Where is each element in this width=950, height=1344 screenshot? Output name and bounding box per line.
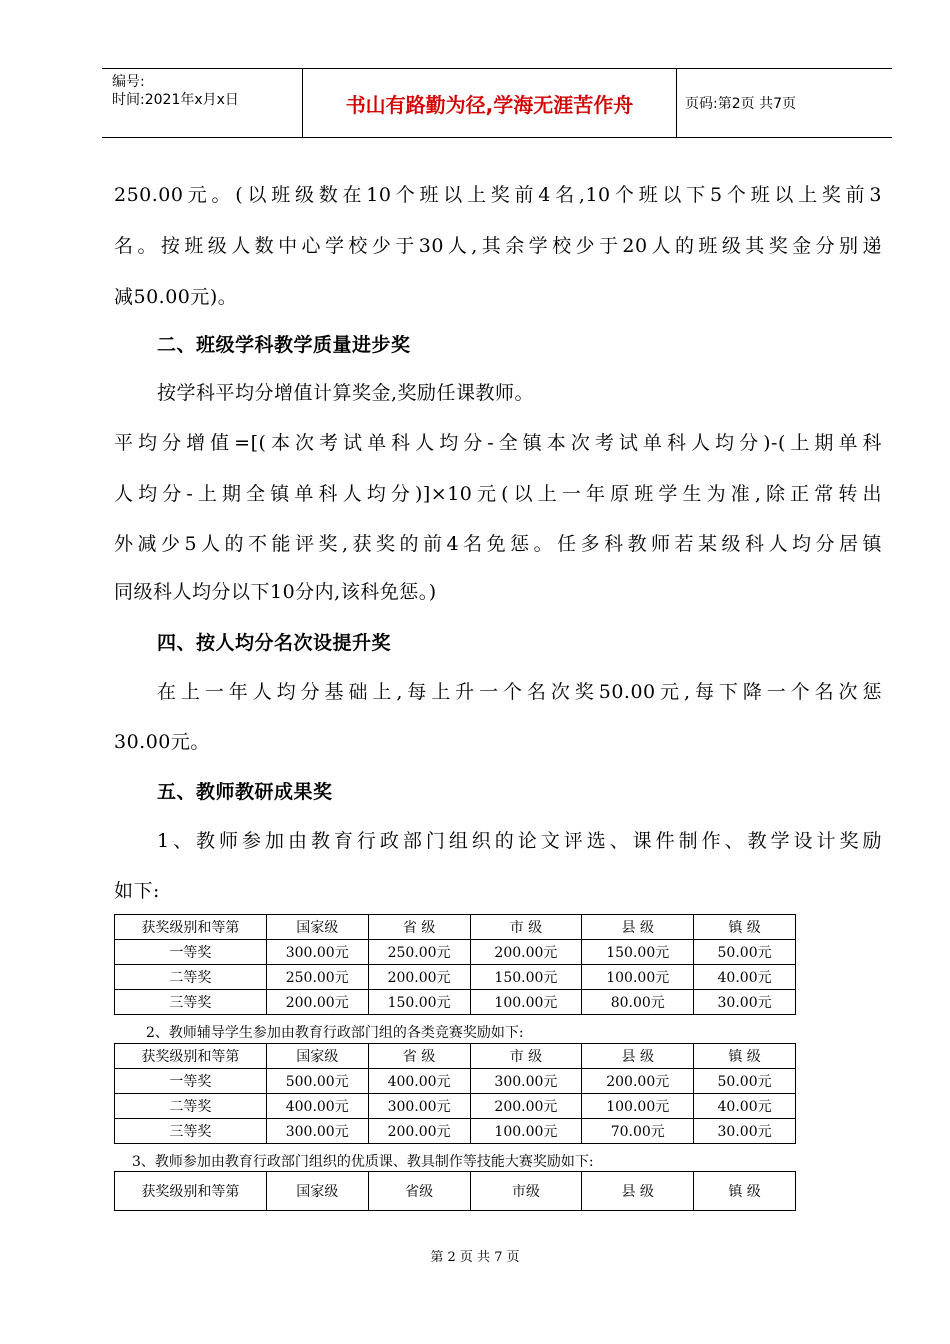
table-cell: 30.00元 xyxy=(694,990,796,1015)
table-cell: 100.00元 xyxy=(582,965,694,990)
number-label: 编号: xyxy=(112,74,145,90)
table-header-cell: 获奖级别和等第 xyxy=(115,1044,267,1069)
table-3-caption: 3、教师参加由教育行政部门组织的优质课、教具制作等技能大赛奖励如下: xyxy=(132,1154,594,1170)
paragraph-4-line-1: 在上一年人均分基础上,每上升一个名次奖50.00元,每下降一个名次惩 xyxy=(157,681,882,703)
table-cell: 三等奖 xyxy=(115,1119,267,1144)
table-cell: 300.00元 xyxy=(368,1094,470,1119)
table-header-cell: 省 级 xyxy=(368,915,470,940)
table-cell: 200.00元 xyxy=(368,965,470,990)
table-cell: 40.00元 xyxy=(694,1094,796,1119)
table-cell: 50.00元 xyxy=(694,1069,796,1094)
table-2-caption: 2、教师辅导学生参加由教育行政部门组的各类竞赛奖励如下: xyxy=(146,1025,524,1041)
paragraph-1-line-3: 减50.00元)。 xyxy=(114,286,238,308)
table-cell: 250.00元 xyxy=(266,965,368,990)
table-cell: 三等奖 xyxy=(115,990,267,1015)
table-cell: 50.00元 xyxy=(694,940,796,965)
table-row xyxy=(115,1069,796,1094)
table-row xyxy=(115,1094,796,1119)
paragraph-1-line-1: 250.00元。(以班级数在10个班以上奖前4名,10个班以下5个班以上奖前3 xyxy=(114,184,882,206)
table-cell: 一等奖 xyxy=(115,940,267,965)
table-cell: 100.00元 xyxy=(470,1119,582,1144)
table-cell: 80.00元 xyxy=(582,990,694,1015)
page-footer: 第 2 页 共 7 页 xyxy=(430,1250,520,1265)
table-header-cell: 国家级 xyxy=(266,1172,368,1211)
table-cell: 30.00元 xyxy=(694,1119,796,1144)
table-header-row xyxy=(115,1172,796,1211)
table-header-cell: 省级 xyxy=(368,1172,470,1211)
paragraph-3-line-2: 人均分-上期全镇单科人均分)]×10元(以上一年原班学生为准,除正常转出 xyxy=(114,483,882,505)
table-header-cell: 获奖级别和等第 xyxy=(115,1172,267,1211)
header-page-label: 页码:第2页 共7页 xyxy=(685,96,796,112)
table-cell: 400.00元 xyxy=(368,1069,470,1094)
table-header-cell: 市级 xyxy=(470,1172,582,1211)
table-cell: 300.00元 xyxy=(266,940,368,965)
table-header-row xyxy=(115,915,796,940)
table-cell: 300.00元 xyxy=(470,1069,582,1094)
table-cell: 300.00元 xyxy=(266,1119,368,1144)
table-row xyxy=(115,1119,796,1144)
table-cell: 200.00元 xyxy=(470,1094,582,1119)
paragraph-2: 按学科平均分增值计算奖金,奖励任课教师。 xyxy=(157,382,535,404)
table-row xyxy=(115,990,796,1015)
table-cell: 二等奖 xyxy=(115,1094,267,1119)
table-row xyxy=(115,965,796,990)
time-label: 时间:2021年x月x日 xyxy=(112,92,239,108)
table-cell: 一等奖 xyxy=(115,1069,267,1094)
paragraph-3-line-1: 平均分增值=[(本次考试单科人均分-全镇本次考试单科人均分)-(上期单科 xyxy=(114,432,882,454)
table-header-cell: 镇 级 xyxy=(694,1172,796,1211)
table-header-cell: 县 级 xyxy=(582,915,694,940)
table-header-cell: 镇 级 xyxy=(694,915,796,940)
table-cell: 200.00元 xyxy=(470,940,582,965)
table-header-cell: 县 级 xyxy=(582,1172,694,1211)
table-cell: 150.00元 xyxy=(368,990,470,1015)
paragraph-1-line-2: 名。按班级人数中心学校少于30人,其余学校少于20人的班级其奖金分别递 xyxy=(114,235,882,257)
section-heading-4: 四、按人均分名次设提升奖 xyxy=(157,632,392,654)
table-cell: 150.00元 xyxy=(470,965,582,990)
paragraph-4-line-2: 30.00元。 xyxy=(114,731,210,753)
table-cell: 100.00元 xyxy=(470,990,582,1015)
table-cell: 40.00元 xyxy=(694,965,796,990)
paragraph-5-line-1: 1、教师参加由教育行政部门组织的论文评选、课件制作、教学设计奖励 xyxy=(157,830,882,852)
table-header-cell: 市 级 xyxy=(470,915,582,940)
table-header-cell: 市 级 xyxy=(470,1044,582,1069)
table-header-cell: 国家级 xyxy=(266,915,368,940)
table-cell: 200.00元 xyxy=(582,1069,694,1094)
table-header-cell: 国家级 xyxy=(266,1044,368,1069)
table-header-cell: 获奖级别和等第 xyxy=(115,915,267,940)
table-row xyxy=(115,940,796,965)
table-header-cell: 省 级 xyxy=(368,1044,470,1069)
table-header-cell: 县 级 xyxy=(582,1044,694,1069)
award-table-1 xyxy=(114,914,796,1015)
table-cell: 200.00元 xyxy=(368,1119,470,1144)
section-heading-2: 二、班级学科教学质量进步奖 xyxy=(157,334,411,356)
table-cell: 500.00元 xyxy=(266,1069,368,1094)
table-header-row xyxy=(115,1044,796,1069)
table-header-cell: 镇 级 xyxy=(694,1044,796,1069)
section-heading-5: 五、教师教研成果奖 xyxy=(157,781,333,803)
paragraph-3-line-4: 同级科人均分以下10分内,该科免惩。) xyxy=(114,581,437,603)
paragraph-3-line-3: 外减少5人的不能评奖,获奖的前4名免惩。任多科教师若某级科人均分居镇 xyxy=(114,533,882,555)
table-cell: 200.00元 xyxy=(266,990,368,1015)
table-cell: 70.00元 xyxy=(582,1119,694,1144)
award-table-3 xyxy=(114,1171,796,1211)
award-table-2 xyxy=(114,1043,796,1144)
header-meta xyxy=(102,69,303,137)
table-cell: 250.00元 xyxy=(368,940,470,965)
page-header xyxy=(102,68,892,138)
header-motto: 书山有路勤为径,学海无涯苦作舟 xyxy=(303,69,677,137)
table-cell: 400.00元 xyxy=(266,1094,368,1119)
table-cell: 150.00元 xyxy=(582,940,694,965)
paragraph-5-line-2: 如下: xyxy=(114,880,160,902)
table-cell: 二等奖 xyxy=(115,965,267,990)
table-cell: 100.00元 xyxy=(582,1094,694,1119)
